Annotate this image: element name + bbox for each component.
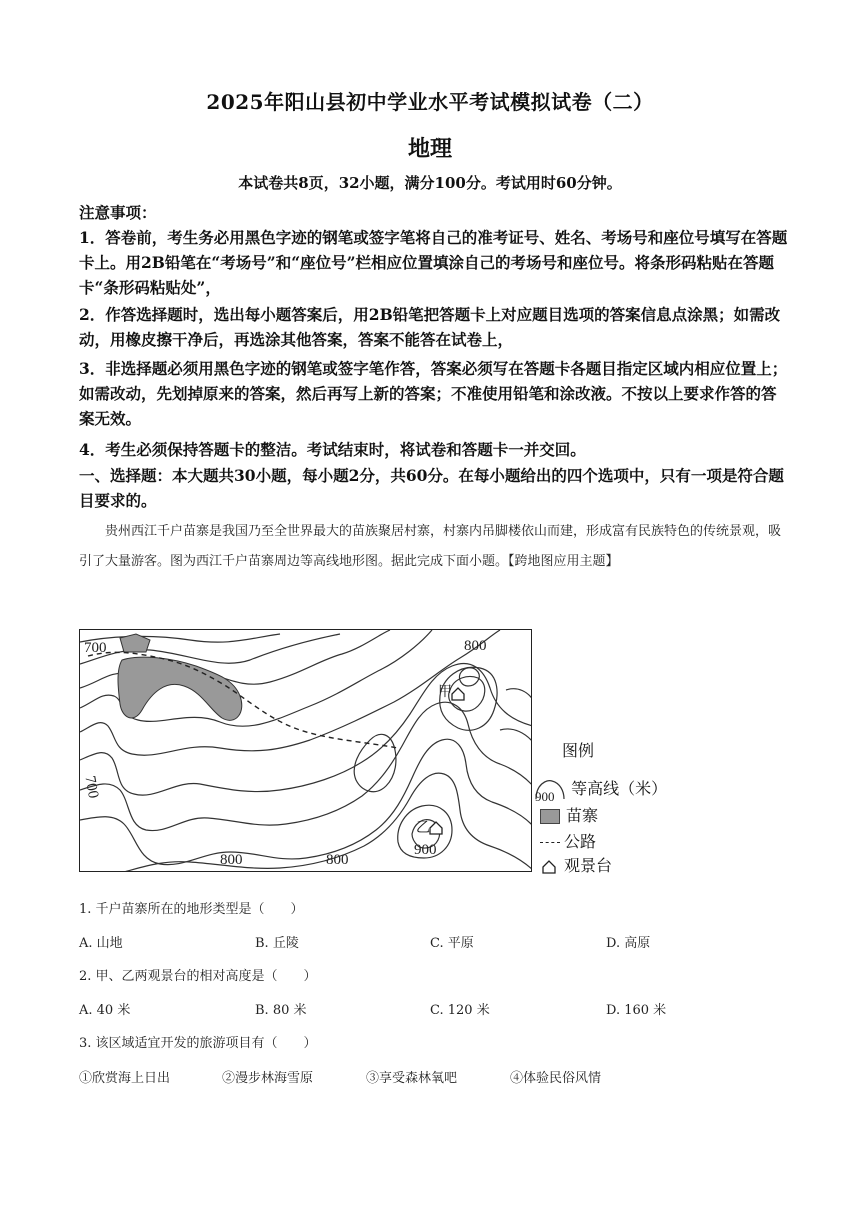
notes-heading: 注意事项： [79, 203, 157, 222]
platform-jia-icon [452, 688, 464, 700]
q2-option-c: C. 120 米 [430, 1003, 490, 1018]
question-3-stem: 3. 该区域适宜开发的旅游项目有（ ） [79, 1036, 317, 1051]
q3-option-3: ③享受森林氧吧 [366, 1071, 458, 1086]
legend-road-swatch [540, 842, 560, 843]
note-item-4: 4．考生必须保持答题卡的整洁。考试结束时，将试卷和答题卡一并交回。 [79, 440, 586, 459]
q1-option-a: A. 山地 [79, 936, 123, 951]
q2-option-a: A. 40 米 [79, 1003, 131, 1018]
q2-option-b: B. 80 米 [255, 1003, 307, 1018]
contour-label-700: 700 [84, 640, 107, 656]
contour-label-800: 800 [464, 638, 487, 654]
exam-meta: 本试卷共8页，32小题，满分100分。考试用时60分钟。 [238, 174, 622, 192]
contour-label-900: 900 [414, 842, 437, 858]
legend-road [540, 829, 596, 852]
legend-platform-label: 观景台 [564, 856, 613, 875]
q3-option-2: ②漫步林海雪原 [222, 1071, 314, 1086]
contour-line [506, 689, 532, 700]
contour-line [80, 739, 532, 864]
subject-title: 地理 [407, 136, 452, 162]
q2-option-d: D. 160 米 [606, 1003, 667, 1018]
note-item-2: 2．作答选择题时，选出每小题答案后，用2B铅笔把答题卡上对应题目选项的答案信息点涂黑；如需改动，用橡皮擦干净后，再选涂其他答案，答案不能答在试卷上， [79, 305, 781, 349]
exam-title: 2025年阳山县初中学业水平考试模拟试卷（二） [206, 90, 654, 114]
legend-village [540, 803, 598, 826]
note-item-3: 3．非选择题必须用黑色字迹的钢笔或签字笔作答，答案必须写在答题卡各题目指定区域内相应位置上；如需改动，先划掉原来的答案，然后再写上新的答案；不准使用铅笔和涂改液。不按以上要求作答的答案无效。 [79, 359, 788, 428]
legend-contour-sample: 900 [535, 788, 555, 803]
question-1-stem: 1. 千户苗寨所在的地形类型是（ ） [79, 902, 304, 917]
legend-village-label: 苗寨 [566, 806, 599, 825]
contour-label-700: 700 [81, 774, 102, 800]
q1-option-c: C. 平原 [430, 936, 474, 951]
legend-village-swatch [540, 809, 560, 824]
label-yi: 乙 [416, 821, 430, 836]
legend-contour [534, 776, 667, 803]
legend-contour-icon [534, 777, 566, 803]
legend-contour-label: 等高线（米） [571, 779, 668, 798]
village-area [118, 657, 242, 720]
contour-label-800: 800 [326, 852, 349, 868]
section-heading: 一、选择题：本大题共30小题，每小题2分，共60分。在每小题给出的四个选项中，只有一项是符合题目要求的。 [79, 466, 784, 510]
question-2-stem: 2. 甲、乙两观景台的相对高度是（ ） [79, 969, 317, 984]
contour-line [500, 729, 532, 742]
legend-road-label: 公路 [564, 832, 597, 851]
q1-option-b: B. 丘陵 [255, 936, 299, 951]
q1-option-d: D. 高原 [606, 936, 651, 951]
contour-line [80, 634, 340, 664]
question-intro: 贵州西江千户苗寨是我国乃至全世界最大的苗族聚居村寨，村寨内吊脚楼依山而建，形成富有民族特色的传统景观，吸引了大量游客。图为西江千户苗寨周边等高线地形图。据此完成下面小题。【跨地图应用主题】 [79, 524, 782, 569]
label-jia: 甲 [438, 685, 452, 700]
contour-map [79, 629, 532, 872]
platform-yi-icon [430, 822, 442, 834]
contour-map-svg [80, 630, 532, 872]
note-item-1: 1．答卷前，考生务必用黑色字迹的钢笔或签字笔将自己的准考证号、姓名、考场号和座位号填写在答题卡上。用2B铅笔在“考场号”和“座位号”栏相应位置填涂自己的考场号和座位号。将条形码粘贴在答题卡“条形码粘贴处”， [79, 228, 788, 297]
q3-option-1: ①欣赏海上日出 [79, 1071, 171, 1086]
legend-platform [540, 853, 612, 876]
q3-option-4: ④体验民俗风情 [510, 1071, 602, 1086]
contour-label-800: 800 [220, 852, 243, 868]
contour-line [80, 634, 280, 642]
legend-platform-icon [540, 859, 560, 875]
legend-title: 图例 [562, 741, 595, 760]
